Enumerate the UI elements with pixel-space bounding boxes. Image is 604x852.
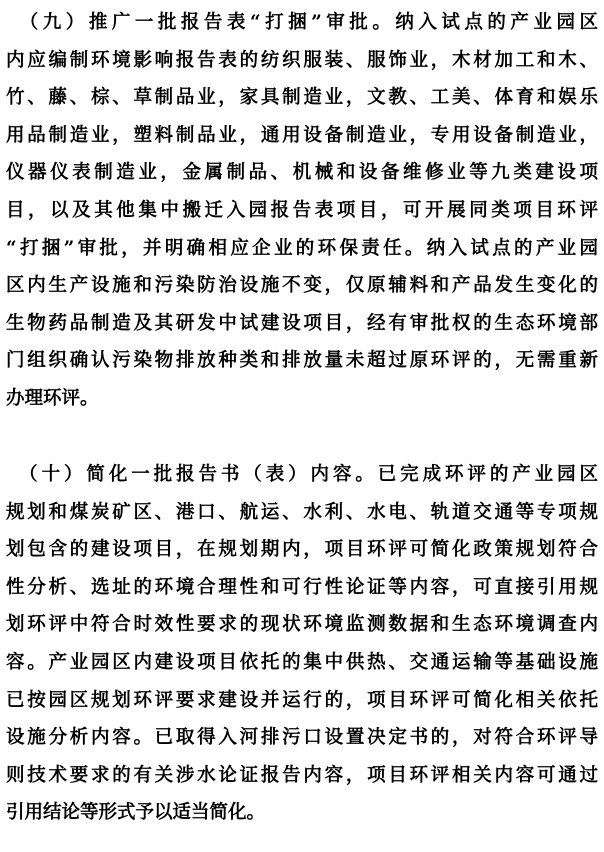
text-line: 生物药品制造及其研发中试建设项目，经有审批权的生态环境部 [6,312,598,334]
text-line: （十）简化一批报告书（表）内容。已完成环评的产业园区 [6,464,598,485]
text-line: （九）推广一批报告表“打捆”审批。纳入试点的产业园区 [6,12,598,33]
text-line: 则技术要求的有关涉水论证报告内容，项目环评相关内容可通过 [6,764,598,786]
text-line: 仪器仪表制造业，金属制品、机械和设备维修业等九类建设项 [6,162,598,184]
text-line: 设施分析内容。已取得入河排污口设置决定书的，对符合环评导 [6,727,598,749]
paragraph-item-9 [6,4,598,418]
text-line: “打捆”审批，并明确相应企业的环保责任。纳入试点的产业园 [6,237,598,259]
text-line: 办理环评。 [6,387,99,409]
text-line: 容。产业园区内建设项目依托的集中供热、交通运输等基础设施 [6,651,598,673]
text-line: 竹、藤、棕、草制品业，家具制造业，文教、工美、体育和娱乐 [6,87,598,109]
text-line: 内应编制环境影响报告表的纺织服装、服饰业，木材加工和木、 [6,49,598,71]
text-line: 目，以及其他集中搬迁入园报告表项目，可开展同类项目环评 [6,199,598,221]
text-line: 划包含的建设项目，在规划期内，项目环评可简化政策规划符合 [6,539,598,561]
text-line: 用品制造业，塑料制品业，通用设备制造业，专用设备制造业， [6,124,598,146]
text-line: 引用结论等形式予以适当简化。 [6,802,266,824]
text-line: 规划和煤炭矿区、港口、航运、水利、水电、轨道交通等专项规 [6,501,598,523]
text-line: 已按园区规划环评要求建设并运行的，项目环评可简化相关依托 [6,689,598,711]
text-line: 划环评中符合时效性要求的现状环境监测数据和生态环境调查内 [6,614,598,636]
text-line: 性分析、选址的环境合理性和可行性论证等内容，可直接引用规 [6,576,598,598]
text-line: 门组织确认污染物排放种类和排放量未超过原环评的，无需重新 [6,350,598,372]
text-line: 区内生产设施和污染防治设施不变，仅原辅料和产品发生变化的 [6,275,598,297]
paragraph-item-10 [6,456,598,832]
